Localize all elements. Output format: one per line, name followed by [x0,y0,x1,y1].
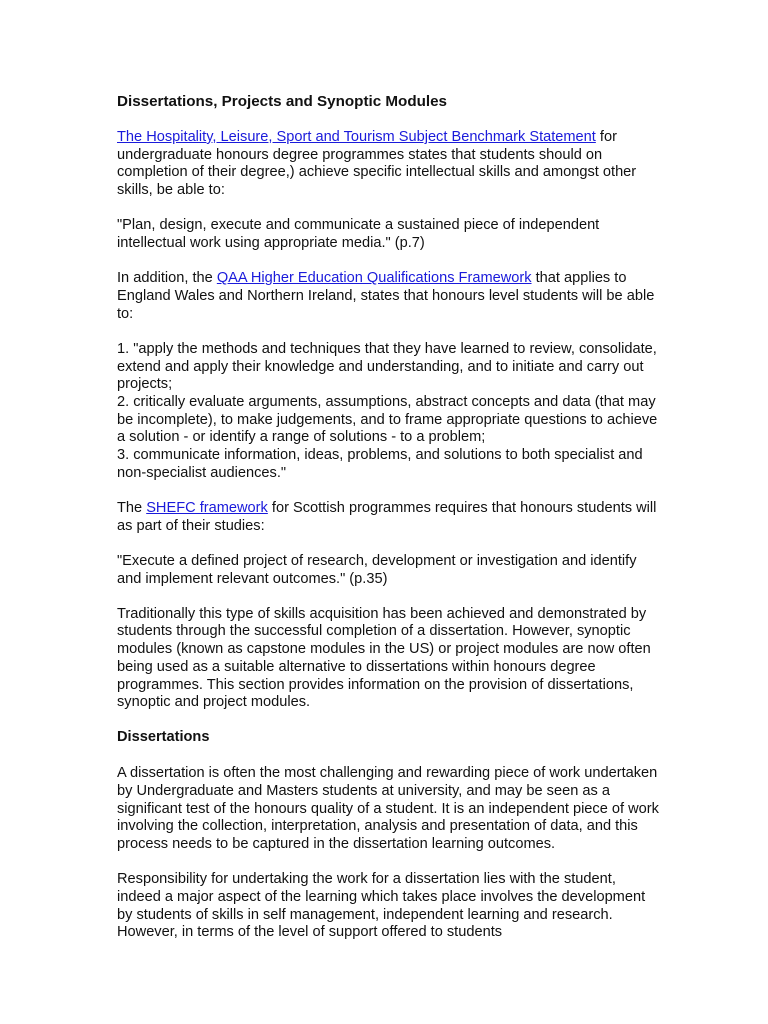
paragraph-text: for undergraduate honours degree programmes states that students should on completion of their degree,) achieve specific intellectual skills and amongst other skills, be able to: [117,129,637,199]
page-title: Dissertations, Projects and Synoptic Modules [117,93,447,110]
paragraph-text: In addition, the [117,270,217,287]
quote-benchmark: "Plan, design, execute and communicate a sustained piece of independent intellectual work using appropriate media." (p.7) [117,217,600,252]
paragraph-dissertation-definition: A dissertation is often the most challenging and rewarding piece of work undertaken by Undergraduate and Masters students at university, and may be seen as a significant test of the honours quality of a student. It is an independent piece of work involving the collection, interpretation, analysis and presentation of data, and this process needs to be captured in the dissertation learning outcomes. [117,765,659,852]
document-page [117,92,662,960]
list-item: 1. "apply the methods and techniques that they have learned to review, consolidate, extend and apply their knowledge and understanding, and to initiate and carry out projects; [117,340,657,393]
paragraph-traditionally: Traditionally this type of skills acquisition has been achieved and demonstrated by students through the successful completion of a dissertation. However, synoptic modules (known as capstone modules in the US) or project modules are now often being used as a suitable alternative to dissertations within honours degree programmes. This section provides information on the provision of dissertations, synoptic and project modules. [117,605,651,711]
list-item: 3. communicate information, ideas, problems, and solutions to both specialist and non-specialist audiences." [117,447,643,481]
paragraph-text: The [117,499,147,516]
qaa-framework-link[interactable]: QAA Higher Education Qualifications Framework [216,270,532,287]
paragraph-text: for Scottish programmes requires that honours students will as part of their studies: [117,499,657,534]
benchmark-statement-link[interactable]: The Hospitality, Leisure, Sport and Tourism Subject Benchmark Statement [117,129,596,145]
quote-shefc: "Execute a defined project of research, development or investigation and identify and implement relevant outcomes." (p.35) [117,552,637,587]
section-heading-dissertations: Dissertations [117,729,210,746]
paragraph-responsibility: Responsibility for undertaking the work for a dissertation lies with the student, indeed a major aspect of the learning which takes place involves the development by students of skills in self management, independent learning and research. However, in terms of the level of support offered to students [117,871,646,941]
list-item: 2. critically evaluate arguments, assumptions, abstract concepts and data (that may be incomplete), to make judgements, and to frame appropriate questions to achieve a solution - or identify a range of solutions - to a problem; [117,393,658,446]
numbered-list [117,341,662,483]
paragraph-text: that applies to England Wales and Northern Ireland, states that honours level students will be able to: [117,270,655,322]
paragraph-benchmark [117,129,662,200]
paragraph-qaa [117,270,662,323]
shefc-framework-link[interactable]: SHEFC framework [146,499,268,516]
paragraph-shefc [117,500,662,535]
